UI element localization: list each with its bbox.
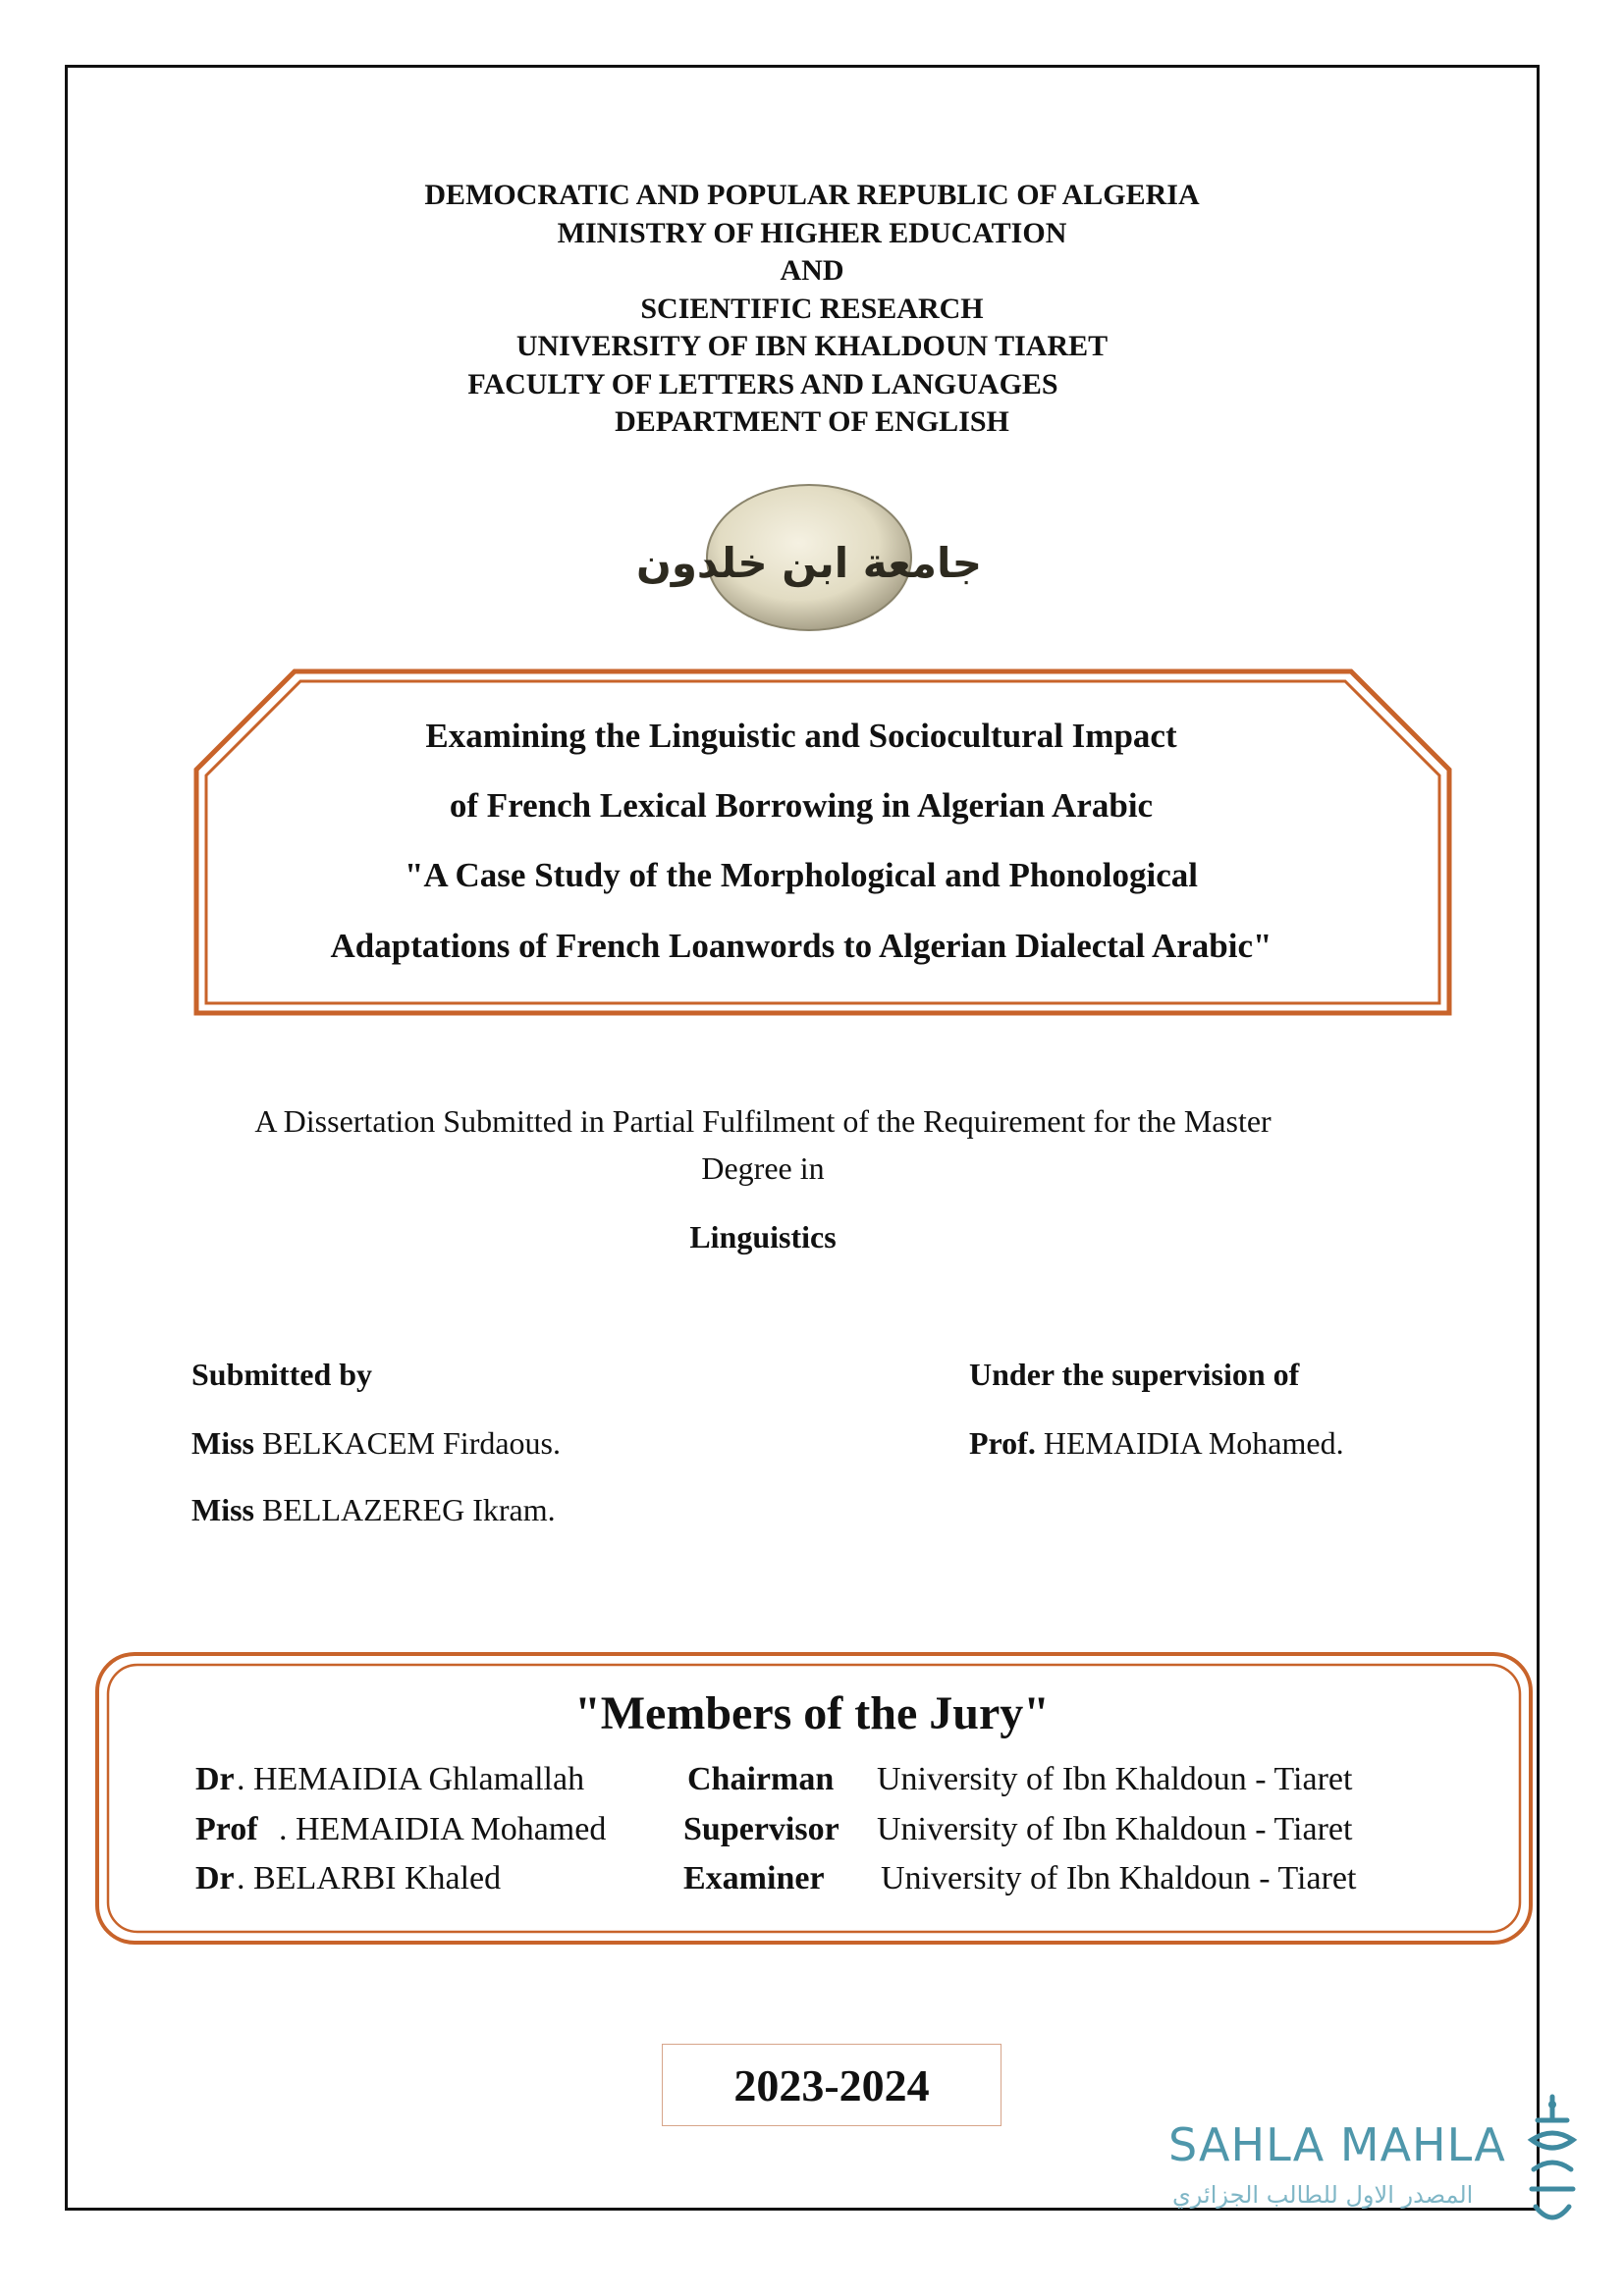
institution-header bbox=[0, 177, 1624, 442]
jury-heading: "Members of the Jury" bbox=[574, 1687, 1050, 1739]
supervision-heading: Under the supervision of bbox=[969, 1357, 1300, 1392]
student-2-name: BELLAZEREG Ikram. bbox=[262, 1492, 556, 1527]
supervisor-name: HEMAIDIA Mohamed. bbox=[1043, 1425, 1344, 1461]
student-2-title: Miss bbox=[191, 1492, 254, 1527]
student-1 bbox=[191, 1425, 561, 1462]
university-logo bbox=[635, 479, 983, 636]
watermark-logo-icon bbox=[1524, 2091, 1581, 2238]
title-line-2: of French Lexical Borrowing in Algerian Arabic bbox=[449, 786, 1154, 825]
header-line-ministry: MINISTRY OF HIGHER EDUCATION bbox=[557, 216, 1067, 249]
academic-year: 2023-2024 bbox=[662, 2044, 1001, 2126]
jury-member-3-institution: University of Ibn Khaldoun - Tiaret bbox=[881, 1860, 1357, 1896]
submitted-by-heading: Submitted by bbox=[191, 1357, 373, 1392]
header-line-faculty: FACULTY OF LETTERS AND LANGUAGES bbox=[467, 367, 1058, 400]
header-line-department: DEPARTMENT OF ENGLISH bbox=[615, 405, 1009, 438]
title-line-4: Adaptations of French Loanwords to Algerian Dialectal Arabic" bbox=[330, 927, 1272, 965]
student-1-title: Miss bbox=[191, 1425, 254, 1461]
jury-member-1-institution: University of Ibn Khaldoun - Tiaret bbox=[877, 1761, 1353, 1797]
title-line-3: "A Case Study of the Morphological and Phonological bbox=[405, 856, 1198, 894]
watermark-tagline: المصدر الاول للطالب الجزائري bbox=[1172, 2181, 1474, 2209]
dissertation-degree: Degree in bbox=[701, 1150, 825, 1186]
degree-field: Linguistics bbox=[689, 1219, 837, 1255]
header-line-republic: DEMOCRATIC AND POPULAR REPUBLIC OF ALGERIA bbox=[424, 179, 1200, 211]
jury-member-row bbox=[0, 1860, 1624, 1903]
header-line-university: UNIVERSITY OF IBN KHALDOUN TIARET bbox=[515, 330, 1109, 362]
sahla-mahla-watermark bbox=[1168, 2110, 1581, 2258]
jury-member-1-name: . HEMAIDIA Ghlamallah bbox=[237, 1761, 585, 1797]
jury-member-3-title: Dr bbox=[195, 1860, 235, 1896]
jury-member-row bbox=[0, 1761, 1624, 1804]
jury-member-3-name: . BELARBI Khaled bbox=[237, 1860, 502, 1896]
logo-calligraphy: جامعة ابن خلدون bbox=[635, 539, 983, 587]
jury-member-row bbox=[0, 1811, 1624, 1854]
jury-member-2-institution: University of Ibn Khaldoun - Tiaret bbox=[877, 1811, 1353, 1847]
header-line-research: SCIENTIFIC RESEARCH bbox=[640, 292, 984, 325]
jury-member-1-title: Dr bbox=[195, 1761, 235, 1797]
jury-member-2-title: Prof bbox=[195, 1811, 258, 1847]
dissertation-statement: A Dissertation Submitted in Partial Fulfilment of the Requirement for the Master bbox=[254, 1103, 1272, 1139]
supervisor-title: Prof. bbox=[969, 1425, 1036, 1461]
jury-member-1-role: Chairman bbox=[687, 1761, 835, 1797]
jury-member-2-name: . HEMAIDIA Mohamed bbox=[279, 1811, 607, 1847]
supervisor bbox=[969, 1425, 1344, 1462]
jury-member-2-role: Supervisor bbox=[683, 1811, 839, 1847]
jury-member-3-role: Examiner bbox=[683, 1860, 825, 1896]
student-1-name: BELKACEM Firdaous. bbox=[262, 1425, 561, 1461]
header-line-and: AND bbox=[780, 254, 844, 287]
title-line-1: Examining the Linguistic and Sociocultural Impact bbox=[425, 717, 1177, 755]
student-2 bbox=[191, 1492, 556, 1528]
watermark-name: SAHLA MAHLA bbox=[1168, 2118, 1506, 2171]
